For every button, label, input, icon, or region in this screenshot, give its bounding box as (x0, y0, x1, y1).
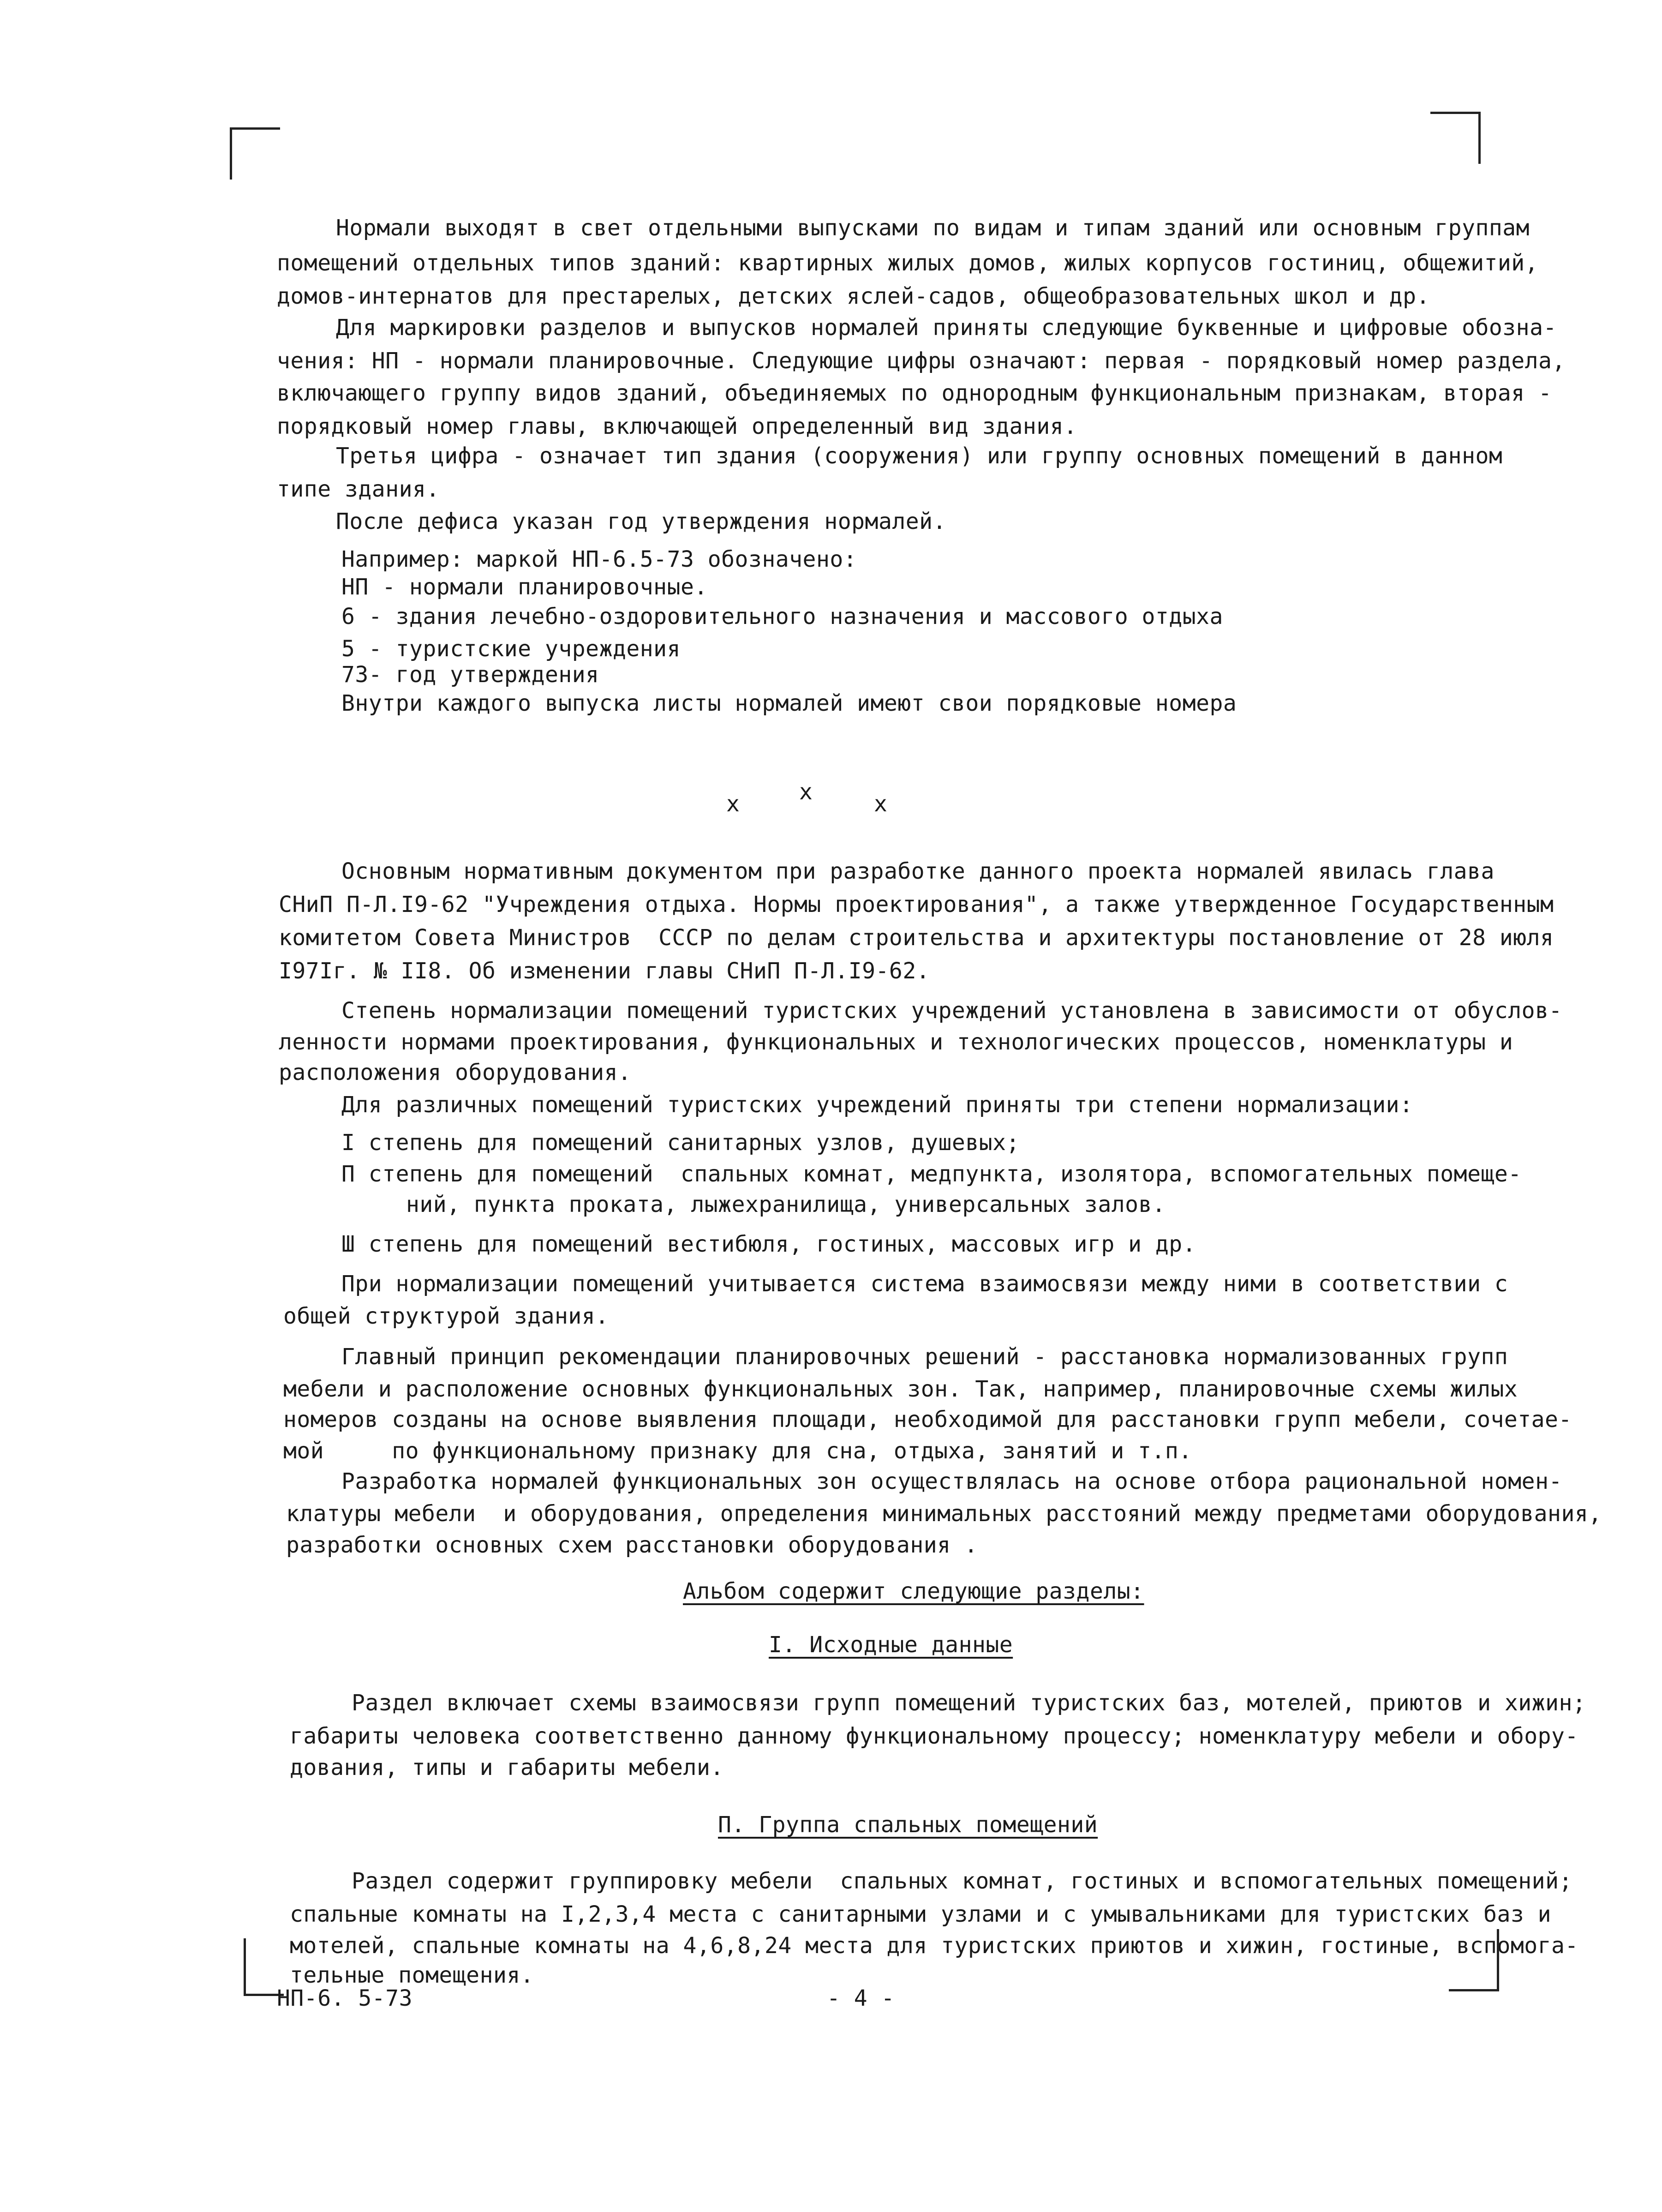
section-2-title: П. Группа спальных помещений (718, 1812, 1098, 1838)
section-1-line-2: габариты человека соответственно данному функциональному процессу; номенклатуру мебели и обору- (290, 1723, 1578, 1749)
example-line-2: НП - нормали планировочные. (341, 574, 708, 600)
footer-page-number: - 4 - (827, 1985, 895, 2011)
basis-line-3: комитетом Совета Министров СССР по делам строительства и архитектуры постановление от 28 июля (279, 925, 1554, 951)
example-line-3: 6 - здания лечебно-оздоровительного назначения и массового отдыха (341, 604, 1223, 629)
example-line-6: Внутри каждого выпуска листы нормалей имеют свои порядковые номера (341, 690, 1237, 716)
corner-mark-top-right (1430, 112, 1481, 164)
third-line-1: Третья цифра - означает тип здания (сооружения) или группу основных помещений в данном (336, 443, 1503, 469)
degree-line-2: ленности нормами проектирования, функциональных и технологических процессов, номенклатуры и (279, 1029, 1513, 1055)
degree-list-item-2: П степень для помещений спальных комнат, медпункта, изолятора, вспомогательных помеще- (341, 1161, 1522, 1187)
example-line-5: 73- год утверждения (341, 662, 599, 688)
degree-list-item-2-cont: ний, пункта проката, лыжехранилища, универсальных залов. (406, 1192, 1166, 1217)
separator-x-right: x (874, 791, 888, 817)
principle-line-3: номеров созданы на основе выявления площади, необходимой для расстановки групп мебели, сочетае- (283, 1407, 1572, 1433)
marking-line-2: чения: НП - нормали планировочные. Следующие цифры означают: первая - порядковый номер раздела, (277, 348, 1566, 374)
marking-line-4: порядковый номер главы, включающей определенный вид здания. (277, 414, 1077, 439)
section-2-line-2: спальные комнаты на I,2,3,4 места с санитарными узлами и с умывальниками для туристских баз и (290, 1901, 1552, 1927)
principle-line-4: мой по функциональному признаку для сна, отдыха, занятий и т.п. (283, 1438, 1192, 1464)
principle-line-1: Главный принцип рекомендации планировочных решений - расстановка нормализованных групп (341, 1344, 1508, 1370)
section-1-line-1: Раздел включает схемы взаимосвязи групп помещений туристских баз, мотелей, приютов и хижин; (352, 1690, 1586, 1716)
degree-line-3: расположения оборудования. (279, 1060, 632, 1085)
relations-line-2: общей структурой здания. (283, 1303, 609, 1329)
degree-list-item-1: I степень для помещений санитарных узлов, душевых; (341, 1130, 1020, 1156)
basis-line-4: I97Iг. № II8. Об изменении главы СНиП П-Л.I9-62. (279, 958, 930, 984)
album-heading: Альбом содержит следующие разделы: (683, 1578, 1144, 1604)
section-1-title (769, 1631, 1013, 1659)
intro-line-3: домов-интернатов для престарелых, детских яслей-садов, общеобразовательных школ и др. (277, 283, 1430, 309)
degree-list-item-3: Ш степень для помещений вестибюля, гостиных, массовых игр и др. (341, 1231, 1196, 1257)
section-2-line-3: мотелей, спальные комнаты на 4,6,8,24 места для туристских приютов и хижин, гостиные, вспомога- (290, 1933, 1578, 1959)
section-1-title-text: I. Исходные данные (769, 1632, 1013, 1658)
example-line-1: Например: маркой НП-6.5-73 обозначено: (341, 546, 857, 572)
intro-line-2: помещений отдельных типов зданий: квартирных жилых домов, жилых корпусов гостиниц, общежитий, (277, 250, 1539, 276)
marking-line-3: включающего группу видов зданий, объединяемых по однородным функциональным признакам, вторая - (277, 380, 1552, 406)
section-2-line-4: тельные помещения. (290, 1962, 534, 1988)
corner-mark-top-left (230, 127, 280, 180)
separator-x-middle: x (799, 779, 813, 805)
footer-code: НП-6. 5-73 (277, 1985, 413, 2011)
development-line-3: разработки основных схем расстановки оборудования . (286, 1532, 978, 1558)
basis-line-1: Основным нормативным документом при разработке данного проекта нормалей явилась глава (341, 858, 1495, 884)
basis-line-2: СНиП П-Л.I9-62 "Учреждения отдыха. Нормы проектирования", а также утвержденное Государственным (279, 892, 1554, 917)
example-line-4: 5 - туристские учреждения (341, 636, 681, 662)
degree-line-1: Степень нормализации помещений туристских учреждений установлена в зависимости от обуслов- (341, 998, 1562, 1024)
marking-line-1: Для маркировки разделов и выпусков нормалей приняты следующие буквенные и цифровые обозна- (336, 315, 1557, 341)
principle-line-2: мебели и расположение основных функциональных зон. Так, например, планировочные схемы жилых (283, 1376, 1518, 1402)
relations-line-1: При нормализации помещений учитывается система взаимосвязи между ними в соответствии с (341, 1271, 1508, 1297)
third-line-2: типе здания. (277, 476, 440, 502)
three-degrees-line: Для различных помещений туристских учреждений приняты три степени нормализации: (341, 1092, 1413, 1118)
development-line-1: Разработка нормалей функциональных зон осуществлялась на основе отбора рациональной номен- (341, 1469, 1562, 1494)
separator-x-left: x (726, 791, 740, 817)
year-line: После дефиса указан год утверждения нормалей. (336, 509, 946, 534)
section-2-line-1: Раздел содержит группировку мебели спальных комнат, гостиных и вспомогательных помещений; (352, 1868, 1572, 1894)
section-1-line-3: дования, типы и габариты мебели. (290, 1755, 724, 1780)
intro-line-1: Нормали выходят в свет отдельными выпусками по видам и типам зданий или основным группам (336, 215, 1530, 241)
development-line-2: клатуры мебели и оборудования, определения минимальных расстояний между предметами оборудования, (286, 1501, 1602, 1527)
